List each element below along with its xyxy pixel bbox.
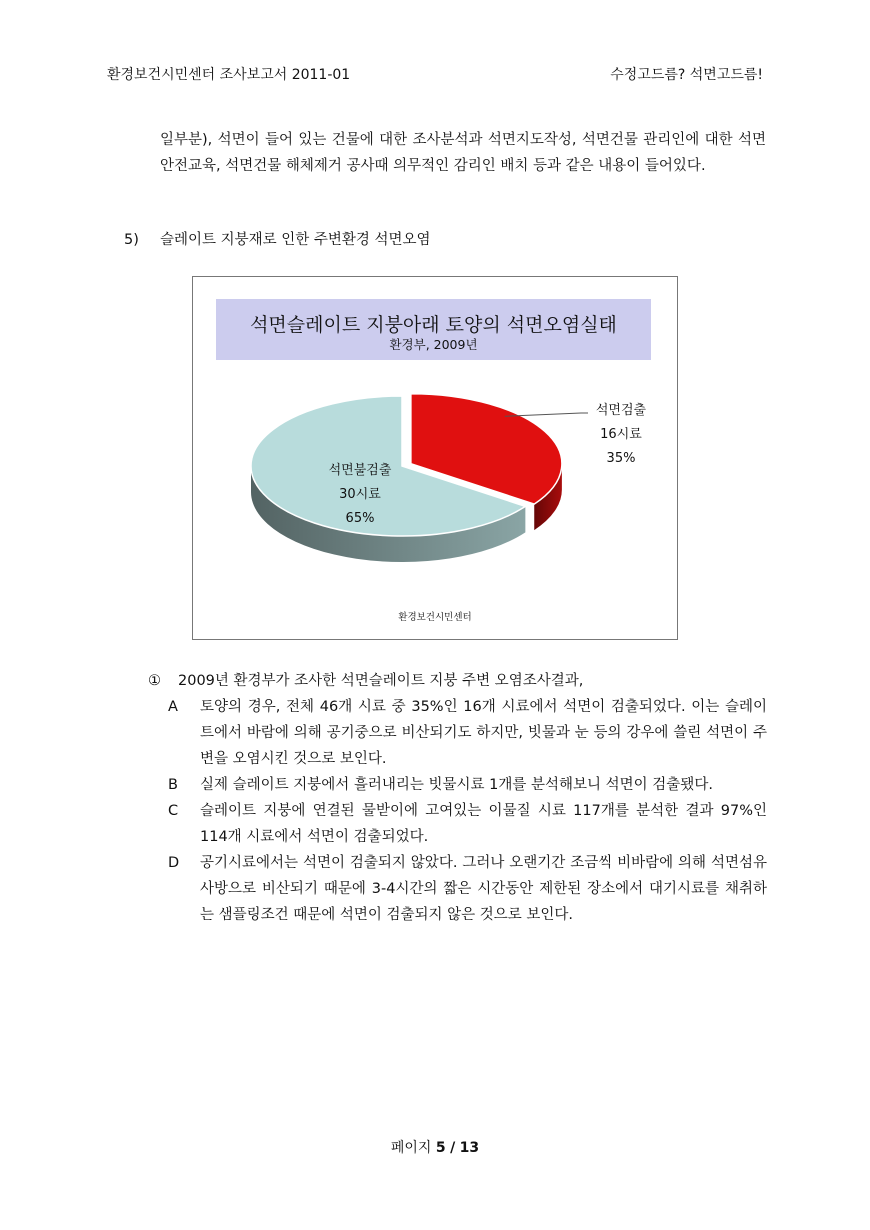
list-marker: ① [148, 673, 161, 689]
slice-label-not-detected [301, 459, 419, 531]
footer-prefix: 페이지 [390, 1140, 432, 1156]
sub-item-text: 토양의 경우, 전체 46개 시료 중 35%인 16개 시료에서 석면이 검출되었다. 이는 슬레이트에서 바람에 의해 공기중으로 비산되기도 하지만, 빗물과 눈 등의 강우에 쓸린 석면이 주변을 오염시킨 것으로 보인다. [200, 699, 767, 767]
chart-figure [192, 276, 678, 640]
footer-current-page: 5 [435, 1140, 446, 1156]
chart-subtitle: 환경부, 2009년 [389, 337, 478, 352]
sub-item-text: 공기시료에서는 석면이 검출되지 않았다. 그러나 오랜기간 조금씩 비바람에 의해 석면섬유 사방으로 비산되기 때문에 3-4시간의 짧은 시간동안 제한된 장소에서 대기시료를 채취하는 샘플링조건 때문에 석면이 검출되지 않은 것으로 보인다. [200, 855, 767, 923]
footer-total-pages: 13 [459, 1140, 480, 1156]
slice-label-not-detected-count: 30시료 [339, 487, 381, 502]
sub-item-text: 슬레이트 지붕에 연결된 물받이에 고여있는 이물질 시료 117개를 분석한 결과 97%인 114개 시료에서 석면이 검출되었다. [200, 803, 767, 845]
section-number: 5) [124, 232, 139, 248]
header-left: 환경보건시민센터 조사보고서 2011-01 [107, 67, 351, 83]
sub-item-text: 실제 슬레이트 지붕에서 흘러내리는 빗물시료 1개를 분석해보니 석면이 검출됐다. [200, 777, 713, 793]
sub-item-marker: C [168, 803, 179, 819]
slice-label-not-detected-name: 석면불검출 [328, 463, 392, 478]
slice-label-not-detected-percent: 65% [345, 511, 375, 526]
sub-item-marker: A [168, 699, 178, 715]
section-title: 슬레이트 지붕재로 인한 주변환경 석면오염 [160, 232, 431, 248]
sub-item-a [148, 694, 768, 772]
intro-paragraph: 일부분), 석면이 들어 있는 건물에 대한 조사분석과 석면지도작성, 석면건물 관리인에 대한 석면안전교육, 석면건물 해체제거 공사때 의무적인 감리인 배치 등과 같은 내용이 들어있다. [160, 132, 766, 174]
chart-title: 석면슬레이트 지붕아래 토양의 석면오염실태 [250, 314, 617, 336]
list-item [148, 668, 768, 694]
chart-source: 환경보건시민센터 [398, 612, 472, 623]
sub-item-marker: B [168, 777, 178, 793]
slice-label-detected [575, 399, 667, 471]
header-right: 수정고드름? 석면고드름! [610, 67, 763, 83]
sub-item-b [148, 772, 768, 798]
findings-list [148, 668, 768, 928]
page-footer [0, 1137, 870, 1157]
sub-item-d [148, 850, 768, 928]
slice-label-detected-percent: 35% [606, 451, 636, 466]
slice-label-detected-name: 석면검출 [595, 403, 647, 418]
footer-separator: / [450, 1140, 456, 1156]
slice-label-detected-count: 16시료 [600, 427, 642, 442]
sub-item-marker: D [168, 855, 180, 871]
list-item-text: 2009년 환경부가 조사한 석면슬레이트 지붕 주변 오염조사결과, [178, 673, 584, 689]
sub-item-c [148, 798, 768, 850]
section-heading [124, 228, 431, 249]
